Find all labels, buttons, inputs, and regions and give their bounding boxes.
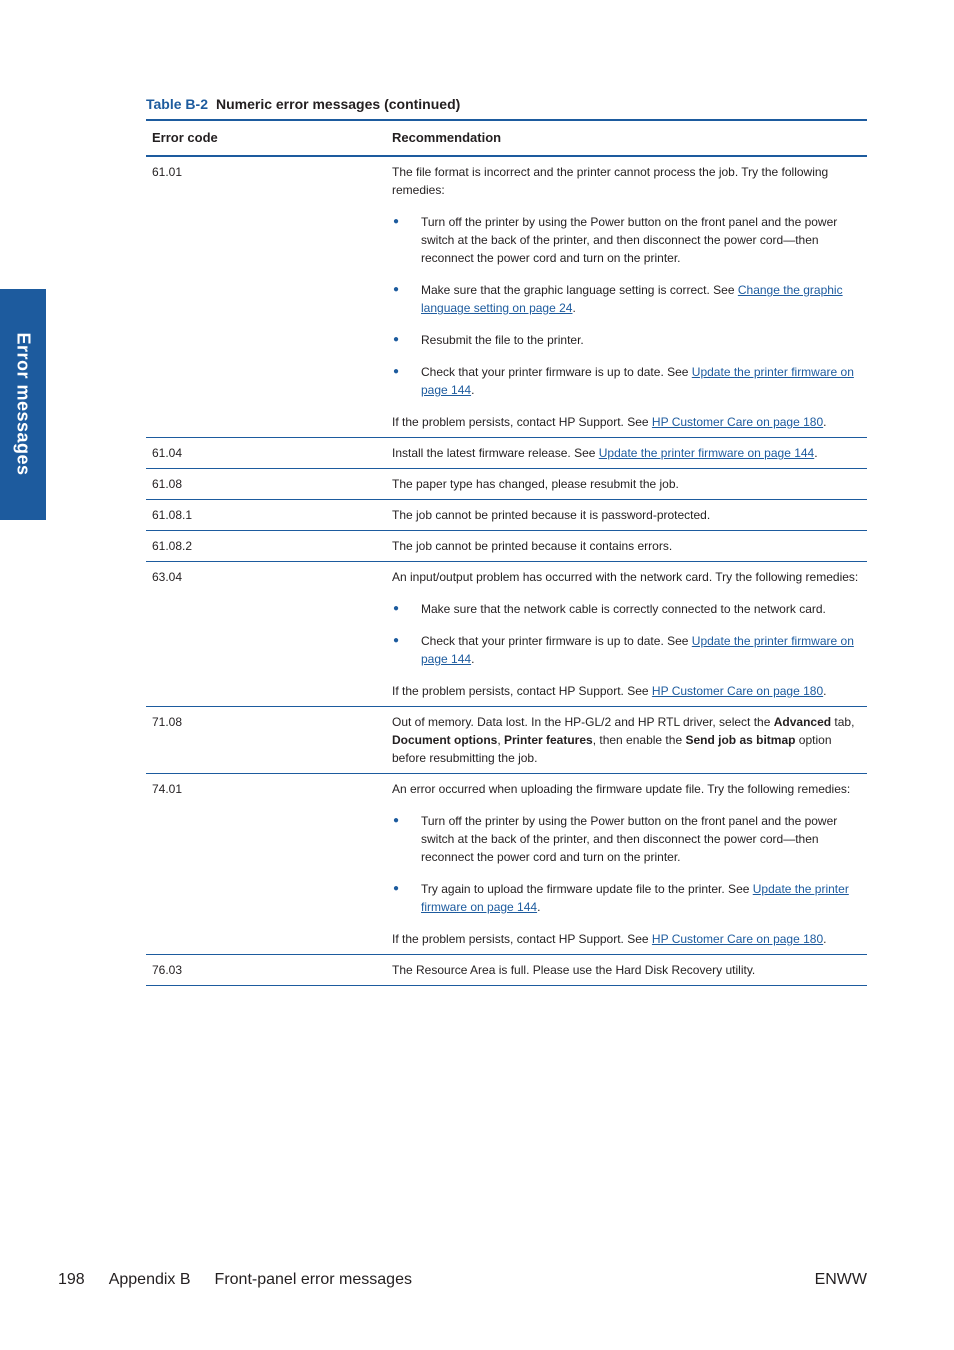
- header-recommendation: Recommendation: [386, 120, 867, 156]
- recommendation: The Resource Area is full. Please use the Hard Disk Recovery utility.: [386, 955, 867, 986]
- remedy-list: [392, 600, 861, 668]
- table-row: [146, 438, 867, 469]
- recommendation-text: Install the latest firmware release. See: [392, 446, 599, 460]
- remedy-text: Turn off the printer by using the Power button on the front panel and the power switch at the back of the printer, and then disconnect the power cord—then reconnect the power cord and turn on the printer.: [421, 814, 838, 864]
- list-item: [392, 213, 861, 267]
- link-update-firmware[interactable]: Update the printer firmware on page 144: [421, 882, 849, 914]
- bullet-icon: ●: [393, 284, 400, 295]
- text-fragment: Out of memory. Data lost. In the HP-GL/2 and HP RTL driver, select the: [392, 715, 774, 729]
- page-footer: [58, 1271, 867, 1289]
- recommendation: The job cannot be printed because it is password-protected.: [386, 500, 867, 531]
- table-number: Table B-2: [146, 96, 208, 112]
- bullet-icon: ●: [393, 883, 400, 894]
- chapter-title: Front-panel error messages: [214, 1271, 412, 1288]
- link-update-firmware[interactable]: Update the printer firmware on page 144: [421, 634, 854, 666]
- outro-text: If the problem persists, contact HP Support. See HP Customer Care on page 180.: [392, 684, 827, 698]
- error-code: 61.01: [146, 156, 386, 438]
- recommendation: The paper type has changed, please resubmit the job.: [386, 469, 867, 500]
- list-item: ● Check that your printer firmware is up to date. See Update the printer firmware on page 144.: [393, 365, 854, 397]
- bullet-icon: ●: [393, 603, 400, 614]
- side-tab: [0, 289, 46, 520]
- error-code: 61.08: [146, 469, 386, 500]
- side-tab-label: Error messages: [13, 332, 34, 476]
- table-row: [146, 469, 867, 500]
- link-update-firmware[interactable]: Update the printer firmware on page 144: [598, 446, 815, 460]
- table-row: [146, 500, 867, 531]
- ui-term-send-job-as-bitmap: Send job as bitmap: [685, 733, 796, 747]
- outro-prefix: If the problem persists, contact HP Support. See: [392, 932, 652, 946]
- ui-term-printer-features: Printer features: [504, 733, 593, 747]
- error-code: 76.03: [146, 955, 386, 986]
- intro-text: An error occurred when uploading the firmware update file. Try the following remedies:: [392, 782, 851, 796]
- link-customer-care[interactable]: HP Customer Care on page 180: [651, 684, 824, 698]
- header-error-code: Error code: [146, 120, 386, 156]
- recommendation: [386, 774, 867, 955]
- error-table: [146, 119, 867, 986]
- table-row: [146, 531, 867, 562]
- error-code: 71.08: [146, 707, 386, 774]
- table-row: [146, 562, 867, 707]
- link-customer-care[interactable]: HP Customer Care on page 180: [651, 415, 824, 429]
- error-code: 61.08.2: [146, 531, 386, 562]
- bullet-icon: ●: [393, 366, 400, 377]
- remedy-list: [392, 213, 861, 399]
- outro-prefix: If the problem persists, contact HP Support. See: [392, 684, 652, 698]
- remedy-text: Try again to upload the firmware update file to the printer. See: [421, 882, 753, 896]
- list-item: [392, 812, 861, 866]
- link-graphic-language[interactable]: Change the graphic language setting on page 24: [421, 283, 843, 315]
- appendix-label: Appendix B: [108, 1271, 191, 1288]
- table-row: [146, 955, 867, 986]
- recommendation: [386, 562, 867, 707]
- text-fragment: , then enable the: [592, 733, 686, 747]
- remedy-text: Check that your printer firmware is up to date. See: [421, 634, 692, 648]
- footer-left: [58, 1271, 867, 1289]
- text-fragment: tab,: [831, 715, 855, 729]
- error-code: 74.01: [146, 774, 386, 955]
- outro-prefix: If the problem persists, contact HP Support. See: [392, 415, 652, 429]
- remedy-text: Resubmit the file to the printer.: [421, 333, 584, 347]
- ui-term-document-options: Document options: [392, 733, 498, 747]
- table-header-row: [146, 120, 867, 156]
- error-code: 61.08.1: [146, 500, 386, 531]
- recommendation: The job cannot be printed because it contains errors.: [386, 531, 867, 562]
- table-title: Numeric error messages (continued): [215, 96, 461, 112]
- bullet-icon: ●: [393, 635, 400, 646]
- table-caption: [146, 96, 460, 112]
- ui-term-advanced: Advanced: [773, 715, 832, 729]
- bullet-icon: ●: [393, 216, 400, 227]
- remedy-text: Turn off the printer by using the Power button on the front panel and the power switch at the back of the printer, and then disconnect the power cord—then reconnect the power cord and turn on the printer.: [421, 215, 838, 265]
- table-row: [146, 774, 867, 955]
- outro-text: If the problem persists, contact HP Support. See HP Customer Care on page 180.: [392, 415, 827, 429]
- table-row: [146, 156, 867, 438]
- link-customer-care[interactable]: HP Customer Care on page 180: [651, 932, 824, 946]
- intro-text: An input/output problem has occurred with the network card. Try the following remedies:: [392, 570, 859, 584]
- recommendation: [386, 707, 867, 774]
- page-number: 198: [58, 1271, 85, 1288]
- list-item: ● Check that your printer firmware is up to date. See Update the printer firmware on page 144.: [393, 634, 854, 666]
- list-item: ● Make sure that the graphic language setting is correct. See Change the graphic language setting on page 24.: [393, 283, 843, 315]
- bullet-icon: ●: [393, 334, 400, 345]
- text-fragment: ,: [497, 733, 504, 747]
- recommendation: Install the latest firmware release. See Update the printer firmware on page 144.: [386, 438, 867, 469]
- recommendation: [386, 156, 867, 438]
- list-item: [392, 600, 861, 618]
- outro-text: If the problem persists, contact HP Support. See HP Customer Care on page 180.: [392, 932, 827, 946]
- error-code: 61.04: [146, 438, 386, 469]
- footer-locale: ENWW: [814, 1271, 867, 1288]
- error-code: 63.04: [146, 562, 386, 707]
- remedy-text: Check that your printer firmware is up to date. See: [421, 365, 692, 379]
- list-item: ● Try again to upload the firmware update file to the printer. See Update the printer firmware on page 144.: [393, 882, 849, 914]
- remedy-text: Make sure that the graphic language setting is correct. See: [421, 283, 738, 297]
- remedy-list: [392, 812, 861, 916]
- link-update-firmware[interactable]: Update the printer firmware on page 144: [421, 365, 854, 397]
- remedy-text: Make sure that the network cable is correctly connected to the network card.: [421, 602, 826, 616]
- text-fragment: option before resubmitting the job.: [392, 733, 832, 765]
- list-item: [392, 331, 861, 349]
- table-row: [146, 707, 867, 774]
- intro-text: The file format is incorrect and the printer cannot process the job. Try the following remedies:: [392, 165, 829, 197]
- bullet-icon: ●: [393, 815, 400, 826]
